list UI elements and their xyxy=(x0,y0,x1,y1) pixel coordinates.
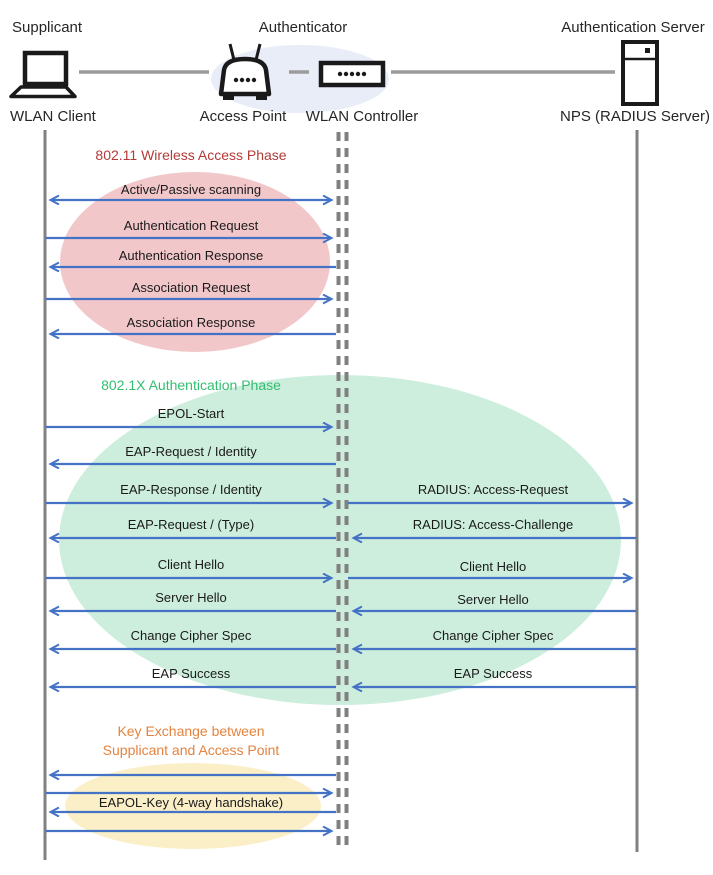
laptop-icon xyxy=(11,53,75,97)
role-authentication-server: Authentication Server xyxy=(561,19,705,36)
node-access-point: Access Point xyxy=(199,108,287,125)
phase2-title: 802.1X Authentication Phase xyxy=(101,377,281,393)
message-label: Client Hello xyxy=(459,559,527,574)
wlan-controller-icon xyxy=(321,63,383,85)
message-label: EAP-Request / Identity xyxy=(125,444,257,459)
message-label: Client Hello xyxy=(157,557,225,572)
role-supplicant: Supplicant xyxy=(12,19,83,36)
message-label: Authentication Request xyxy=(123,218,259,233)
message-label: Change Cipher Spec xyxy=(432,628,554,643)
role-authenticator: Authenticator xyxy=(258,19,348,36)
message-label: Association Request xyxy=(131,280,251,295)
message-label: Active/Passive scanning xyxy=(120,182,262,197)
node-wlan-client: WLAN Client xyxy=(10,108,96,125)
message-label: EAP-Request / (Type) xyxy=(127,517,255,532)
phase3-title xyxy=(45,722,337,760)
server-icon xyxy=(623,42,657,104)
message-label: EPOL-Start xyxy=(157,406,225,421)
phase3-title-line1: Key Exchange between xyxy=(117,723,265,739)
message-label-eapol-key: EAPOL-Key (4-way handshake) xyxy=(98,795,284,810)
node-nps-radius-server: NPS (RADIUS Server) xyxy=(559,108,711,125)
message-label: Authentication Response xyxy=(118,248,264,263)
message-label: EAP-Response / Identity xyxy=(120,482,262,497)
message-label: Association Response xyxy=(126,315,256,330)
node-wlan-controller: WLAN Controller xyxy=(305,108,419,125)
phase3-title-line2: Supplicant and Access Point xyxy=(102,742,280,758)
message-label: Server Hello xyxy=(457,592,529,607)
message-label: Change Cipher Spec xyxy=(130,628,252,643)
phase1-title: 802.11 Wireless Access Phase xyxy=(95,147,287,163)
message-label: RADIUS: Access-Request xyxy=(417,482,569,497)
message-label: Server Hello xyxy=(155,590,227,605)
message-label: RADIUS: Access-Challenge xyxy=(412,517,574,532)
message-label: EAP Success xyxy=(453,666,533,681)
message-label: EAP Success xyxy=(151,666,231,681)
